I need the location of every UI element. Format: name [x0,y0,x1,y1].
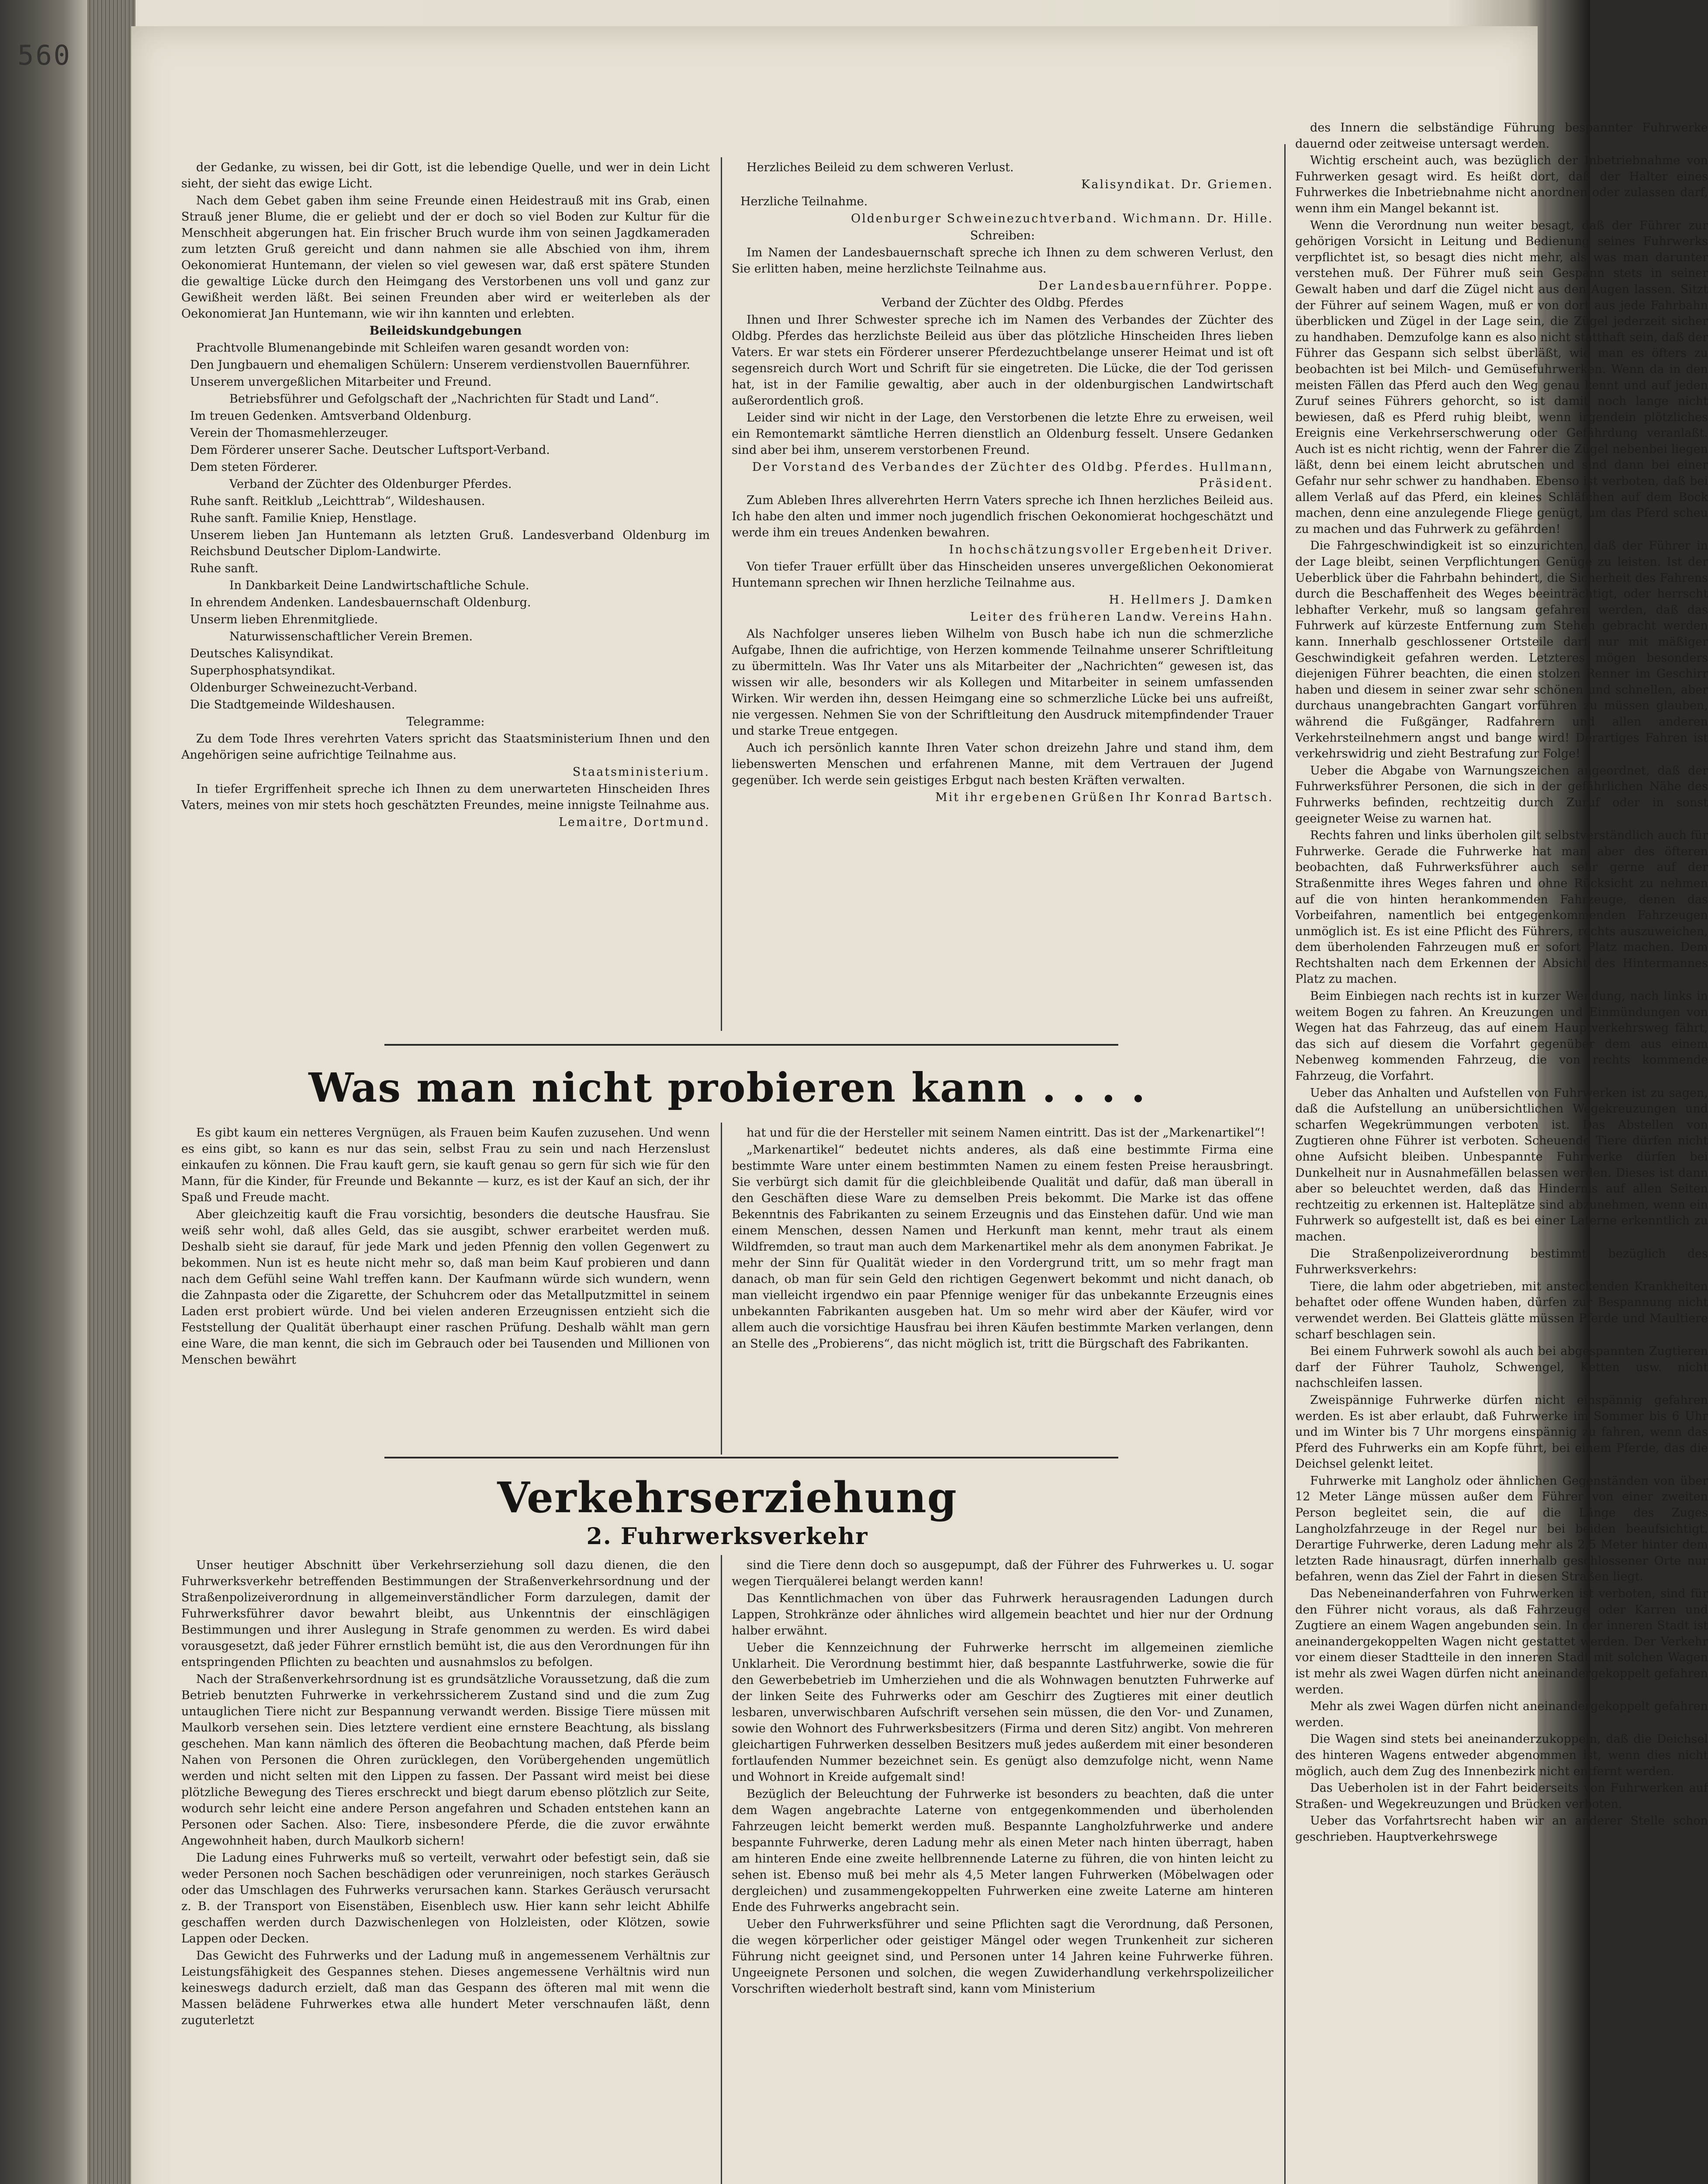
art1-col2-paragraph: „Markenartikel“ bedeutet nichts anderes, als daß eine bestimmte Firma eine bestimmte Ware unter einem bestimmten Namen zu einem festen Preise herausbringt. Sie verbürgt sich damit für die gleichbleibende Qualität und dafür, daß man überall in den Geschäften diese Ware zu demselben Preis bekommt. Die Marke ist das offene Bekenntnis des Fabrikanten zu seinem Erzeugnis und das Einstehen dafür. Und wie man einem Menschen, dessen Namen und Herkunft man kennt, mehr traut als einem Wildfremden, so traut man auch dem Markenartikel mehr als dem anonymen Fabrikat. Je mehr der Sinn für Qualität wieder in den Vordergrund tritt, um so mehr fragt man danach, ob man für sein Geld den richtigen Gegenwert bekommt und nicht danach, ob man vielleicht irgendwo ein paar Pfennige weniger für das unbekannte Erzeugnis eines unbekannten Fabrikanten ausgeben hat. Um so mehr wird aber der Käufer, wird vor allem auch die vorsichtige Hausfrau bei ihren Käufen bestimmte Marken verlangen, denn an Stelle des „Probierens“, das nicht möglich ist, tritt die Bürgschaft des Fabrikanten. [732,1143,1273,1351]
art1-col2-paragraph: hat und für die der Hersteller mit seinem Namen eintritt. Das ist der „Markenartikel“! [747,1126,1265,1140]
col3-paragraph: Das Nebeneinanderfahren von Fuhrwerken ist verboten, sind für den Führer nicht voraus, als daß Fahrzeuge oder Karren und Zugtiere an einem Wagen angebunden sein. In der inneren Stadt ist aneinandergekoppelten Wagen nicht gestattet werden. Der Verkehr vor einem dieser Stadtteile in den inneren Stadt mit solchen Wagen ist mehr als zwei Wagen dürfen nicht aneinandergekoppelt gefahren werden. [1295,1587,1708,1697]
col3-paragraph: Wichtig erscheint auch, was bezüglich der Inbetriebnahme von Fuhrwerken gesagt wird. Es heißt dort, daß der Halter eines Fuhrwerkes die Inbetriebnahme nicht anordnen oder zulassen darf, wenn ihm ein Mangel bekannt ist. [1295,154,1708,215]
article-markenartikel-column-2 [732,1125,1273,1448]
col2-paragraph: Schreiben: [970,229,1035,242]
obituary-column-2 [732,159,1273,1033]
article-subheadline: 2. Fuhrwerksverkehr [586,1523,868,1550]
book-binding-edge [87,0,135,2184]
col2-paragraph: Leiter des früheren Landw. Vereins Hahn. [970,610,1273,624]
col1-paragraph: Betriebsführer und Gefolgschaft der „Nachrichten für Stadt und Land“. [229,392,659,406]
column-divider-2 [1284,144,1286,2184]
col3-paragraph: Tiere, die lahm oder abgetrieben, mit ansteckenden Krankheiten behaftet oder offene Wunden haben, dürfen zur Bespannung nicht verwendet werden. Bei Glatteis glätte müssen Pferde und Maultiere scharf beschlagen sein. [1295,1279,1708,1341]
art1-col1-paragraph: Es gibt kaum ein netteres Vergnügen, als Frauen beim Kaufen zuzusehen. Und wenn es eins gibt, so kann es nur das sein, selbst Frau zu sein und nach Herzenslust einkaufen zu können. Die Frau kauft gern, sie kauft genau so gern für sich wie für den Mann, für die Kinder, für Freunde und Bekannte — kurz, es ist der Kauf an sich, der ihr Spaß und Freude macht. [181,1126,710,1204]
col2-paragraph: Von tiefer Trauer erfüllt über das Hinscheiden unseres unvergeßlichen Oekonomierat Huntemann sprechen wir Ihnen herzliche Teilnahme aus. [732,560,1273,590]
col3-paragraph: Das Ueberholen ist in der Fahrt beiderseits von Fuhrwerken auf Straßen- und Wegekreuzungen und Brücken verboten. [1295,1781,1708,1811]
col3-paragraph: Die Fahrgeschwindigkeit ist so einzurichten, daß der Führer in der Lage bleibt, seinen Verpflichtungen Genüge zu leisten. Ist der Ueberblick über die Fahrbahn behindert, die Sicherheit des Fahrens durch die Beschaffenheit des Weges beeinträchtigt, oder herrscht lebhafter Verkehr, muß so langsam gefahren werden, daß das Fuhrwerk auf kürzeste Entfernung zum Stehen gebracht werden kann. Innerhalb geschlossener Ortsteile darf nur mit mäßiger Geschwindigkeit gefahren werden. Letzteres mögen besonders diejenigen Führer beachten, die einen stolzen Renner im Geschirr haben und diesem in seiner zwar sehr schönen und schnellen, aber durchaus unangebrachten Gangart vorführen zu müssen glauben, während die Fußgänger, Radfahrern und allen anderen Verkehrsteilnehmern angst und bange wird! Derartiges Fahren ist verkehrswidrig und zieht Bestrafung zur Folge! [1295,539,1708,761]
col2-paragraph: Oldenburger Schweinezuchtverband. Wichmann. Dr. Hille. [851,212,1273,225]
col2-paragraph: Kalisyndikat. Dr. Griemen. [1081,178,1273,191]
page-number: 560 [17,39,72,71]
col1-paragraph: der Gedanke, zu wissen, bei dir Gott, ist die lebendige Quelle, und wer in dein Licht sieht, der sieht das ewige Licht. [181,161,710,190]
article-headline-verkehrserziehung: Verkehrserziehung [497,1473,958,1522]
col1-paragraph: Lemaitre, Dortmund. [558,816,710,829]
col1-paragraph: Ruhe sanft. Familie Kniep, Henstlage. [190,511,417,525]
col3-paragraph: Fuhrwerke mit Langholz oder ähnlichen Gegenständen von über 12 Meter Länge müssen außer dem Führer von einer zweiten Person begleitet sein, die auf die Länge des Zuges Langholzfahrzeuge in der Regel nur bei beiden beaufsichtigt. Derartige Fuhrwerke, deren Ladung mehr als 2,5 Meter hinter dem letzten Rade hinausragt, dürfen innerhalb geschlossener Orte nur befahren, wenn das Ziel der Fahrt in diesen Straßen liegt. [1295,1474,1708,1584]
column-divider-4 [721,1555,722,2184]
art2-col1-paragraph: Die Ladung eines Fuhrwerks muß so verteilt, verwahrt oder befestigt sein, daß sie weder Personen noch Sachen beschädigen oder verunreinigen, noch starkes Geräusch oder das Umschlagen des Fuhrwerks verursachen kann. Starkes Geräusch verursacht z. B. der Transport von Eisenstäben, Eisenblech usw. Hier kann sehr leicht Abhilfe geschaffen werden durch Dazwischenlegen von Holzleisten, oder Klötzen, sowie Lappen oder Decken. [181,1851,710,1946]
col2-paragraph: Ihnen und Ihrer Schwester spreche ich im Namen des Verbandes der Züchter des Oldbg. Pferdes das herzlichste Beileid aus über das plötzliche Hinscheiden Ihres lieben Vaters. Er war stets ein Förderer unserer Pferdezuchtbelange unserer Heimat und ist oft segensreich durch Wort und Schrift für sie eingetreten. Die Lücke, die der Tod gerissen hat, ist in der Familie gewaltig, aber auch in der oldenburgischen Landwirtschaft außerordentlich groß. [732,313,1273,408]
col2-paragraph: Leider sind wir nicht in der Lage, den Verstorbenen die letzte Ehre zu erweisen, weil ein Remontemarkt sämtliche Herren dienstlich an Oldenburg fesselt. Unsere Gedanken sind aber bei ihm, unserem verstorbenen Freund. [732,411,1273,457]
article-headline-markenartikel: Was man nicht probieren kann . . . . [308,1064,1146,1111]
art2-col2-paragraph: Ueber die Kennzeichnung der Fuhrwerke herrscht im allgemeinen ziemliche Unklarheit. Die Verordnung bestimmt hier, daß bespannte Lastfuhrwerke, sowie die für den Gewerbebetrieb im Umherziehen und die als Wohnwagen benutzten Fuhrwerke auf der linken Seite des Fuhrwerks oder am Geschirr des Zugtieres mit einer deutlich lesbaren, unverwischbaren Aufschrift versehen sein müssen, die den Vor- und Zunamen, sowie den Wohnort des Fuhrwerksbesitzers (Firma und deren Sitz) angibt. Von mehreren gleichartigen Fuhrwerken desselben Besitzers muß jedes außerdem mit einer besonderen fortlaufenden Nummer bezeichnet sein. Es genügt also demzufolge nicht, wenn Name und Wohnort in Kreide aufgemalt sind! [732,1641,1273,1784]
col1-paragraph: Oldenburger Schweinezucht-Verband. [190,681,418,695]
col3-paragraph: Ueber das Anhalten und Aufstellen von Fuhrwerken ist zu sagen, daß die Aufstellung an unübersichtlichen Wegekreuzungen und scharfen Wegekrümmungen verboten ist. Das Abstellen von Zugtieren ohne Führer ist verboten. Scheuende Tiere dürfen nicht ohne Aufsicht bleiben. Unbespannte Fuhrwerke dürfen bei Dunkelheit nur in Ausnahmefällen belassen werden. Dieses ist dann aber so beleuchtet werden, daß das Hindernis auf allen Seiten rechtzeitig zu erkennen ist. Halteplätze sind abzunehmen, wenn ein Fuhrwerk so aufgestellt ist, daß es bei einer Laterne erkenntlich zu machen. [1295,1086,1708,1244]
art2-col1-paragraph: Nach der Straßenverkehrsordnung ist es grundsätzliche Voraussetzung, daß die zum Betrieb benutzten Fuhrwerke in verkehrssicherem Zustand sind und die zum Zug untauglichen Tiere nicht zur Bespannung verwandt werden. Bissige Tiere müssen mit Maulkorb versehen sein. Dies letztere verdient eine ernstere Beachtung, als bisslang geschehen. Man kann nämlich des öfteren die Beobachtung machen, daß Pferde beim Nahen von Personen die Ohren zurücklegen, den Vorübergehenden ungemütlich werden und nicht selten mit den Lippen zu fassen. Der Passant wird meist bei diese plötzliche Bewegung des Tieres erschreckt und biegt darum ebenso plötzlich zur Seite, wodurch sehr leicht eine andere Person angefahren und Schaden entstehen kann an Personen oder Sachen. Also: Tiere, insbesondere Pferde, die die zuvor erwähnte Angewohnheit haben, durch Maulkorb sichern! [181,1673,710,1848]
col2-paragraph: Herzliches Beileid zu dem schweren Verlust. [747,161,1014,174]
col3-paragraph: Die Straßenpolizeiverordnung bestimmt bezüglich des Fuhrwerksverkehrs: [1295,1247,1708,1277]
art2-col2-paragraph: Bezüglich der Beleuchtung der Fuhrwerke ist besonders zu beachten, daß die unter dem Wagen angebrachte Laterne von entgegenkommenden und überholenden Fahrzeugen leicht bemerkt werden muß. Bespannte Langholzfuhrwerke und andere bespannte Fuhrwerke, deren Ladung mehr als einen Meter nach hinten überragt, haben am hinteren Ende eine zweite hellbrennende Laterne zu führen, die von hinten leicht zu sehen ist. Ebenso muß bei mehr als 4,5 Meter langen Fuhrwerken (Möbelwagen oder dergleichen) und zusammengekoppelten Fuhrwerken eine zweite Laterne am hinteren Ende des Fuhrwerks angebracht sein. [732,1787,1273,1914]
col3-paragraph: Ueber die Abgabe von Warnungszeichen angeordnet, daß der Fuhrwerksführer Personen, die sich in der gefährlichen Nähe des Fuhrwerks befinden, rechtzeitig durch Zuruf oder in sonst geeigneter Weise zu warnen hat. [1295,764,1708,826]
column-divider-3 [721,1123,722,1455]
col2-paragraph: Der Vorstand des Verbandes der Züchter des Oldbg. Pferdes. Hullmann, Präsident. [752,460,1273,490]
art2-col2-paragraph: Das Kenntlichmachen von über das Fuhrwerk herausragenden Ladungen durch Lappen, Strohkränze oder ähnliches wird allgemein beachtet und hier nur der Ordnung halber erwähnt. [732,1592,1273,1638]
article-verkehr-column-1 [181,1557,710,2184]
col2-paragraph: Der Landesbauernführer. Poppe. [1038,279,1273,293]
obituary-column-1 [181,159,710,1033]
col1-paragraph: Nach dem Gebet gaben ihm seine Freunde einen Heidestrauß mit ins Grab, einen Strauß jener Blume, die er geliebt und der er doch so viel Boden zur Kultur für die Menschheit abgerungen hat. Ein frischer Bruch wurde ihm von seinen Jagdkameraden zum letzten Gruß gereicht und dann nahmen sie alle Abschied von ihm, ihrem Oekonomierat Huntemann, der vielen so viel gewesen war, daß erst spätere Stunden die gewaltige Lücke durch den Heimgang des Verstorbenen uns voll und ganz zur Gewißheit werden läßt. Bei seinen Freunden aber wird er weiterleben als der Oekonomierat Jan Huntemann, wie wir ihn kannten und erlebten. [181,194,710,321]
col1-paragraph: Dem steten Förderer. [190,460,318,474]
col1-paragraph: Unserem unvergeßlichen Mitarbeiter und Freund. [190,375,492,389]
col2-paragraph: In hochschätzungsvoller Ergebenheit Driver. [949,543,1273,556]
col2-paragraph: Mit ihr ergebenen Grüßen Ihr Konrad Bartsch. [935,791,1273,804]
newspaper-page [131,26,1708,2184]
section-rule-2 [384,1457,1118,1458]
col3-paragraph: des Innern die selbständige Führung bespannter Fuhrwerke dauernd oder zeitweise untersagt werden. [1295,121,1708,151]
article-markenartikel-column-1 [181,1125,710,1448]
article-verkehr-column-2 [732,1557,1273,2184]
col3-paragraph: Zweispännige Fuhrwerke dürfen nicht einspännig gefahren werden. Es ist aber erlaubt, daß Fuhrwerke im Sommer bis 6 Uhr und im Winter bis 7 Uhr morgens einspännig zu fahren, wenn das Pferd des Fuhrwerks ein am Kopfe führt, bei einem Pferde, das die Deichsel gelenkt leitet. [1295,1393,1708,1471]
col1-paragraph: In Dankbarkeit Deine Landwirtschaftliche Schule. [229,579,529,592]
col3-paragraph: Rechts fahren und links überholen gilt selbstverständlich auch für Fuhrwerke. Gerade die Fuhrwerke hat man aber des öfteren beobachten, daß Fuhrwerksführer auch sehr gerne auf der Straßenmitte ihres Weges fahren und ohne Rücksicht zu nehmen auf die von hinten herankommenden Fahrzeuge, denen das Vorbeifahren, namentlich bei entgegenkommenden Fahrzeugen unmöglich ist. Es ist eine Pflicht des Führers, rechts auszuweichen, dem überholenden Fahrzeugen muß er sofort Platz machen. Dem Rechtshalten nach dem Erkennen der Absicht des Hintermannes Platz zu machen. [1295,829,1708,986]
col3-paragraph: Beim Einbiegen nach rechts ist in kurzer Wendung, nach links in weitem Bogen zu fahren. An Kreuzungen und Einmündungen von Wegen hat das Fahrzeug, das auf einem Hauptverkehrsweg fährt, das sich auf diesem die Vorfahrt gegenüber dem aus einem Nebenweg kommenden Fahrzeug, die von rechts kommende Fahrzeug, die Vorfahrt. [1295,989,1708,1083]
col1-paragraph: Deutsches Kalisyndikat. [190,647,334,660]
col1-paragraph: Beileidskundgebungen [369,324,522,338]
col1-paragraph: Dem Förderer unserer Sache. Deutscher Luftsport-Verband. [190,443,550,457]
col1-paragraph: Naturwissenschaftlicher Verein Bremen. [229,630,473,643]
col3-paragraph: Mehr als zwei Wagen dürfen nicht aneinandergekoppelt gefahren werden. [1295,1700,1708,1729]
col1-paragraph: In ehrendem Andenken. Landesbauernschaft Oldenburg. [190,596,531,609]
col1-paragraph: Staatsministerium. [572,765,710,779]
col2-paragraph: H. Hellmers J. Damken [1109,593,1273,607]
col1-paragraph: Zu dem Tode Ihres verehrten Vaters spricht das Staatsministerium Ihnen und den Angehörigen seine aufrichtige Teilnahme aus. [181,732,710,762]
col2-paragraph: Als Nachfolger unseres lieben Wilhelm von Busch habe ich nun die schmerzliche Aufgabe, Ihnen die aufrichtige, von Herzen kommende Teilnahme unserer Schriftleitung zu übermitteln. Was Ihr Vater uns als Mitarbeiter der „Nachrichten“ gewesen ist, das wissen wir alle, besonders wir als Kollegen und Mitarbeiter in seinem umfassenden Wirken. Wir werden ihn, dessen Heimgang eine so schmerzliche Lücke bei uns aufreißt, nie vergessen. Nehmen Sie von der Schriftleitung den Ausdruck mitempfindender Trauer und starke Treue entgegen. [732,627,1273,738]
col1-paragraph: Unserem lieben Jan Huntemann als letzten Gruß. Landesverband Oldenburg im Reichsbund Deutscher Diplom-Landwirte. [190,529,710,558]
col1-paragraph: Prachtvolle Blumenangebinde mit Schleifen waren gesandt worden von: [196,341,629,355]
col1-paragraph: Superphosphatsyndikat. [190,664,335,677]
col1-paragraph: Ruhe sanft. Reitklub „Leichttrab“, Wildeshausen. [190,494,485,508]
col1-paragraph: Unserm lieben Ehrenmitgliede. [190,613,378,626]
col1-paragraph: Im treuen Gedenken. Amtsverband Oldenburg. [190,409,472,423]
col3-paragraph: Die Wagen sind stets bei aneinanderzukoppeln, daß die Deichsel des hinteren Wagens entweder abgenommen ist, wenn dies nicht möglich, auch dem Zug des Innenbezirk nicht entfernt werden. [1295,1732,1708,1778]
col3-paragraph: Ueber das Vorfahrtsrecht haben wir an anderer Stelle schon geschrieben. Hauptverkehrswege [1295,1814,1708,1844]
col3-paragraph: Wenn die Verordnung nun weiter besagt, daß der Führer zur gehörigen Vorsicht in Leitung und Bedienung seines Fuhrwerks verpflichtet ist, so besagt dies nicht mehr, als was man darunter verstehen muß. Der Führer muß sein Gespann stets in seiner Gewalt haben und darf die Zügel nicht aus den Augen lassen. Sitzt der Führer auf seinem Wagen, muß er von dort aus jede Fahrbahn überblicken und Zügel in der Lage sein, die Zügel jederzeit sicher zu handhaben. Demzufolge kann es also nicht statthaft sein, daß der Führer das Gespann sich selbst überläßt, wie man es öfters zu beobachten ist bei Milch- und Gemüsefuhrwerken. Wenn da in den meisten Fällen das Pferd auch den Weg genau kennt und auf jeden Zuruf seines Führers gehorcht, so ist damit noch lange nicht bewiesen, daß es Pferd ruhig bleibt, wenn irgendein plötzliches Ereignis eine Verkehrserschwerung oder Gefährdung veranlaßt. Auch ist es nicht richtig, wenn der Fahrer die Zügel nebenbei liegen läßt, denn bei einem leicht abrutschen und sind dann bei einer Gefahr nur sehr schwer zu handhaben. Ebenso ist verboten, daß bei allem Verlaß auf das Pferd, ein kleines Schläfchen auf dem Bock machen, denn eine anzulegende Fliege genügt, um das Pferd scheu zu machen und das Fuhrwerk zu gefährden! [1295,218,1708,536]
art2-col2-paragraph: sind die Tiere denn doch so ausgepumpt, daß der Führer des Fuhrwerkes u. U. sogar wegen Tierquälerei belangt werden kann! [732,1559,1273,1588]
art1-col1-paragraph: Aber gleichzeitig kauft die Frau vorsichtig, besonders die deutsche Hausfrau. Sie weiß sehr wohl, daß alles Geld, das sie ausgibt, schwer erarbeitet werden muß. Deshalb sieht sie darauf, für jede Mark und jeden Pfennig den vollen Gegenwert zu bekommen. Nun ist es heute nicht mehr so, daß man beim Kauf probieren und dann nach dem Gefühl seine Wahl treffen kann. Der Kaufmann würde sich wundern, wenn die Zahnpasta oder die Zigarette, der Schuhcrem oder das Metallputzmittel in seinem Laden erst probiert würde. Und bei vielen anderen Erzeugnissen entzieht sich die Feststellung der Qualität überhaupt einer raschen Prüfung. Deshalb wählt man gern eine Ware, die man kennt, die sich im Gebrauch oder bei Tausenden und Millionen von Menschen bewährt [181,1208,710,1367]
col1-paragraph: In tiefer Ergriffenheit spreche ich Ihnen zu dem unerwarteten Hinscheiden Ihres Vaters, meines von mir stets hoch geschätzten Freundes, meine innigste Teilnahme aus. [181,782,710,812]
section-rule-1 [384,1044,1118,1046]
col2-paragraph: Im Namen der Landesbauernschaft spreche ich Ihnen zu dem schweren Verlust, den Sie erlitten haben, meine herzlichste Teilnahme aus. [732,246,1273,276]
article-verkehr-column-3 [1295,120,1708,2184]
art2-col2-paragraph: Ueber den Fuhrwerksführer und seine Pflichten sagt die Verordnung, daß Personen, die wegen körperlicher oder geistiger Mängel oder wegen Trunkenheit zur sicheren Führung nicht geeignet sind, und Personen unter 14 Jahren keine Fuhrwerke führen. Ungeeignete Personen und solchen, die wegen Zuwiderhandlung verkehrspolizeilicher Vorschriften wiederholt bestraft sind, kann vom Ministerium [732,1918,1273,1996]
col1-paragraph: Ruhe sanft. [190,562,259,575]
col2-paragraph: Zum Ableben Ihres allverehrten Herrn Vaters spreche ich Ihnen herzliches Beileid aus. Ich habe den alten und immer noch jugendlich frischen Oekonomierat hochgeschätzt und werde ihm ein treues Andenken bewahren. [732,494,1273,539]
col2-paragraph: Auch ich persönlich kannte Ihren Vater schon dreizehn Jahre und stand ihm, dem liebenswerten Menschen und erfahrenen Manne, mit dem Vertrauen der Jugend gegenüber. Ich werde sein geistiges Erbgut nach besten Kräften verwalten. [732,741,1273,787]
col1-paragraph: Telegramme: [406,715,485,729]
art2-col1-paragraph: Unser heutiger Abschnitt über Verkehrserziehung soll dazu dienen, die den Fuhrwerksverkehr betreffenden Bestimmungen der Straßenverkehrsordnung und der Straßenpolizeiverordnung in allgemeinverständlicher Form darzulegen, damit der Fuhrwerksführer davor bewahrt bleibt, aus Unkenntnis der einschlägigen Bestimmungen und ihrer Auslegung in Strafe genommen zu werden. Es wird dabei vorausgesetzt, daß jeder Führer ernstlich bemüht ist, die aus den Verordnungen für ihn entspringenden Pflichten zu beachten und ausnahmslos zu befolgen. [181,1559,710,1669]
col2-paragraph: Verband der Züchter des Oldbg. Pferdes [882,296,1124,310]
col1-paragraph: Den Jungbauern und ehemaligen Schülern: Unserem verdienstvollen Bauernführer. [190,358,690,372]
column-divider-1 [721,157,722,1031]
col2-paragraph: Herzliche Teilnahme. [740,195,868,208]
col1-paragraph: Verband der Züchter des Oldenburger Pferdes. [229,477,512,491]
art2-col1-paragraph: Das Gewicht des Fuhrwerks und der Ladung muß in angemessenem Verhältnis zur Leistungsfähigkeit des Gespannes stehen. Dieses angemessene Verhältnis wird nun keineswegs dadurch erzielt, daß man das Gespann des öfteren mal mit wenn die Massen belädene Fuhrwerkes etwa alle hundert Meter verschnaufen läßt, denn zuguterletzt [181,1949,710,2027]
col1-paragraph: Die Stadtgemeinde Wildeshausen. [190,698,395,712]
col3-paragraph: Bei einem Fuhrwerk sowohl als auch bei abgespannten Zugtieren darf der Führer Tauholz, Schwengel, Ketten usw. nicht nachschleifen lassen. [1295,1344,1708,1390]
col1-paragraph: Verein der Thomasmehlerzeuger. [190,426,389,440]
